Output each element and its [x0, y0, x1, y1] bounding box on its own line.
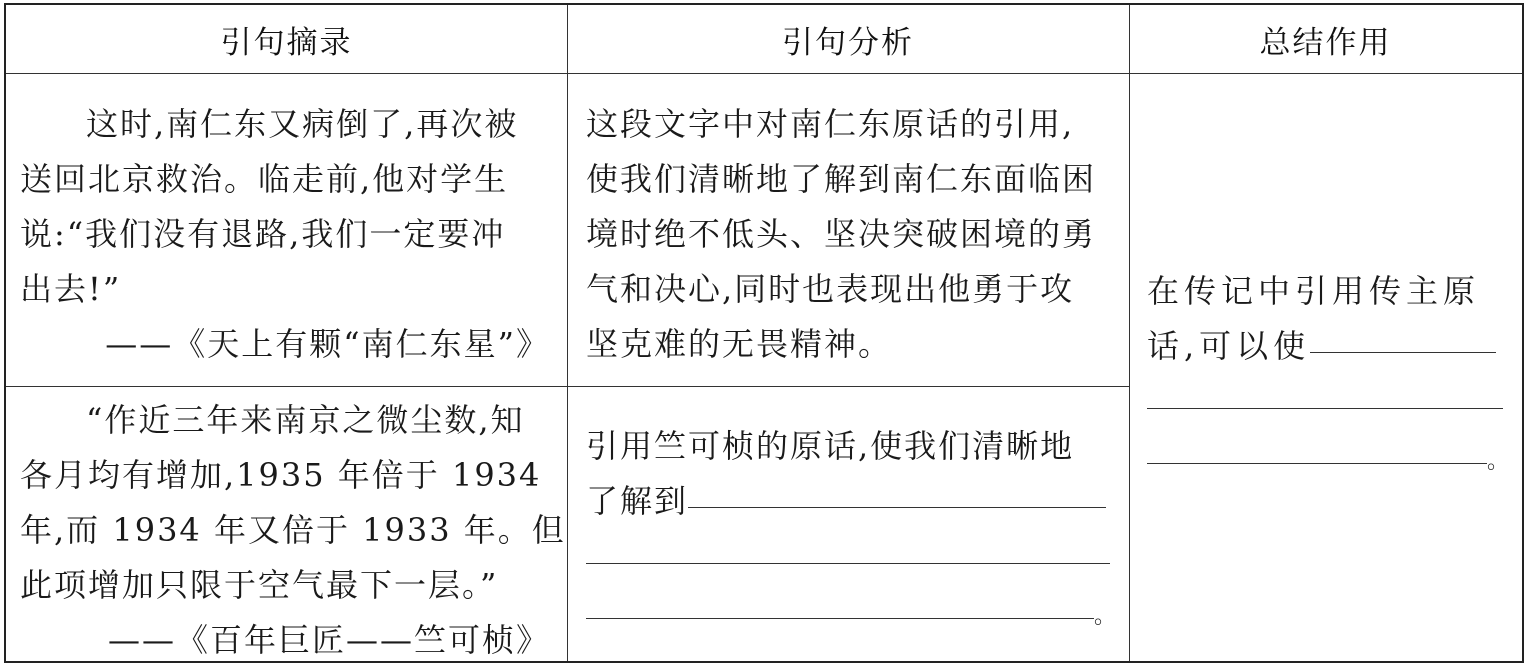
header-divider: [6, 73, 1522, 74]
header-summary-label: 总结作用: [1259, 24, 1392, 61]
summary-cell: [1147, 264, 1517, 485]
row2-excerpt-line: 年,而 1934 年又倍于 1933 年。但: [20, 511, 566, 549]
row1-analysis-line: 气和决心,同时也表现出他勇于攻: [586, 270, 1075, 308]
answer-blank[interactable]: [1147, 462, 1487, 464]
row1-excerpt-source: ——《天上有颗“南仁东星”》: [105, 325, 550, 363]
answer-blank[interactable]: [1310, 351, 1496, 353]
row2-excerpt-source: ——《百年巨匠——竺可桢》: [107, 621, 550, 659]
summary-period: 。: [1487, 449, 1515, 474]
row2-excerpt-line: 此项增加只限于空气最下一层。”: [20, 566, 499, 604]
answer-blank[interactable]: [1147, 374, 1503, 409]
summary-prefix: 话,可以使: [1147, 327, 1311, 365]
row2-excerpt-line: 各月均有增加,1935 年倍于 1934: [20, 456, 542, 494]
row1-excerpt-line: 说:“我们没有退路,我们一定要冲: [20, 215, 506, 253]
summary-final-blank-line: [1147, 430, 1517, 485]
row1-analysis-line: 坚克难的无畏精神。: [586, 325, 893, 363]
row2-excerpt-line: “作近三年来南京之微尘数,知: [86, 401, 525, 439]
row1-analysis-line: 使我们清晰地了解到南仁东面临困: [586, 160, 1097, 198]
answer-blank[interactable]: [688, 506, 1106, 508]
row2-analysis-line-with-blank: [586, 474, 1116, 529]
column-divider-2: [1129, 5, 1130, 661]
row1-analysis-line: 这段文字中对南仁东原话的引用,: [586, 105, 1075, 143]
row2-analysis-period: 。: [1094, 604, 1119, 629]
row1-excerpt-cell: [20, 97, 550, 372]
header-analysis: [567, 5, 1129, 73]
header-summary: [1129, 5, 1522, 73]
row2-analysis-cell: [586, 419, 1119, 640]
row1-excerpt-line: 送回北京救治。临走前,他对学生: [20, 160, 509, 198]
summary-line-with-blank: [1147, 319, 1517, 374]
column-divider-1: [567, 5, 568, 661]
header-analysis-label: 引句分析: [782, 24, 914, 61]
row2-analysis-final-blank-line: [586, 585, 1119, 640]
quotation-analysis-table: [4, 3, 1524, 663]
row-divider: [6, 386, 1129, 387]
row2-analysis-prefix: 了解到: [586, 482, 689, 520]
row1-analysis-cell: [586, 97, 1116, 372]
row1-excerpt-line: 这时,南仁东又病倒了,再次被: [86, 105, 519, 143]
answer-blank[interactable]: [586, 529, 1110, 564]
header-excerpt-label: 引句摘录: [220, 24, 353, 61]
row2-excerpt-cell: [20, 393, 566, 668]
header-excerpt: [6, 5, 567, 73]
row1-excerpt-line: 出去!”: [20, 270, 122, 308]
answer-blank[interactable]: [586, 617, 1094, 619]
row1-analysis-line: 境时绝不低头、坚决突破困境的勇: [586, 215, 1097, 253]
row2-analysis-line: 引用竺可桢的原话,使我们清晰地: [586, 427, 1075, 465]
summary-line: 在传记中引用传主原: [1147, 272, 1481, 310]
